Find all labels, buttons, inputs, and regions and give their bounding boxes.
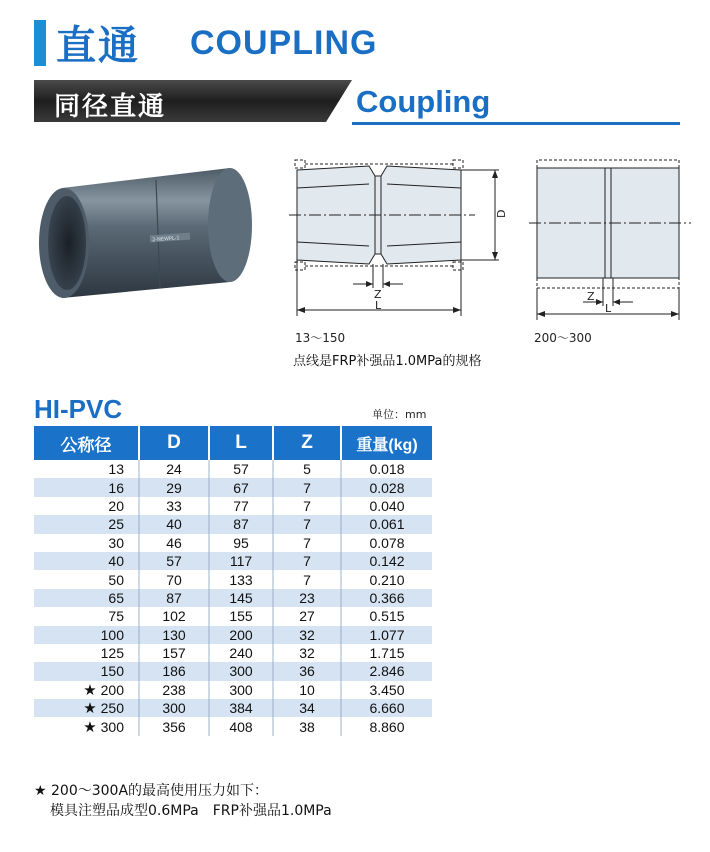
dim-z-label: Z — [374, 288, 382, 301]
title-accent-bar — [34, 20, 46, 66]
footnote-pressure: ★ 200～300A的最高使用压力如下： — [34, 783, 269, 799]
cell-l: 240 — [209, 644, 273, 662]
cell-size — [34, 570, 139, 588]
cell-weight: 6.660 — [341, 699, 432, 717]
size-value: 125 — [100, 645, 124, 662]
cell-weight: 0.028 — [341, 478, 432, 496]
cell-z: 27 — [273, 607, 341, 625]
subtitle-underline — [352, 122, 680, 125]
table-row — [34, 699, 432, 717]
col-z: Z — [273, 426, 341, 460]
cell-z: 38 — [273, 717, 341, 735]
coupling-photo — [34, 160, 264, 300]
cell-z: 32 — [273, 626, 341, 644]
size-value: 250 — [100, 700, 124, 717]
cell-l: 117 — [209, 552, 273, 570]
star-icon: ★ — [83, 681, 97, 699]
cell-l: 300 — [209, 662, 273, 680]
size-value: 30 — [108, 534, 124, 551]
table-row — [34, 662, 432, 680]
cell-d: 356 — [139, 717, 209, 735]
cell-weight: 0.142 — [341, 552, 432, 570]
cell-weight: 2.846 — [341, 662, 432, 680]
cell-z: 7 — [273, 515, 341, 533]
cell-weight: 3.450 — [341, 681, 432, 699]
table-row — [34, 589, 432, 607]
cell-d: 238 — [139, 681, 209, 699]
size-value: 25 — [108, 516, 124, 533]
table-row — [34, 460, 432, 478]
cell-size — [34, 534, 139, 552]
cell-weight: 8.860 — [341, 717, 432, 735]
unit-label: 单位：mm — [372, 408, 427, 421]
cell-z: 7 — [273, 534, 341, 552]
table-row — [34, 681, 432, 699]
cell-d: 186 — [139, 662, 209, 680]
cell-weight: 0.210 — [341, 570, 432, 588]
dim-l-label-large: L — [605, 302, 612, 315]
col-size: 公称径 — [34, 426, 139, 460]
brand-label: HI-PVC — [34, 394, 123, 424]
cell-d: 102 — [139, 607, 209, 625]
cell-weight: 0.078 — [341, 534, 432, 552]
cell-size — [34, 717, 139, 735]
spec-table — [34, 426, 432, 736]
cell-l: 67 — [209, 478, 273, 496]
cell-d: 87 — [139, 589, 209, 607]
size-value: 13 — [108, 461, 124, 478]
table-row — [34, 607, 432, 625]
table-header-row — [34, 426, 432, 460]
cell-z: 7 — [273, 570, 341, 588]
cell-size — [34, 644, 139, 662]
svg-text:2-NEWPL-1: 2-NEWPL-1 — [151, 235, 180, 244]
cell-d: 33 — [139, 497, 209, 515]
cell-size — [34, 607, 139, 625]
cell-z: 32 — [273, 644, 341, 662]
cell-size — [34, 552, 139, 570]
col-weight: 重量(kg) — [341, 426, 432, 460]
frp-note: 点线是FRP补强品1.0MPa的规格 — [293, 354, 482, 369]
cell-size — [34, 515, 139, 533]
cell-z: 36 — [273, 662, 341, 680]
drawing-200-300 — [525, 148, 695, 323]
cell-l: 155 — [209, 607, 273, 625]
cell-l: 384 — [209, 699, 273, 717]
page-title-en: COUPLING — [190, 24, 378, 62]
col-d: D — [139, 426, 209, 460]
cell-weight: 0.040 — [341, 497, 432, 515]
table-row — [34, 626, 432, 644]
cell-size — [34, 460, 139, 478]
size-value: 65 — [108, 589, 124, 606]
cell-l: 87 — [209, 515, 273, 533]
cell-d: 29 — [139, 478, 209, 496]
footnote-pressure-values: 模具注塑品成型0.6MPa FRP补强品1.0MPa — [50, 803, 332, 819]
size-value: 50 — [108, 571, 124, 588]
cell-z: 7 — [273, 497, 341, 515]
cell-l: 133 — [209, 570, 273, 588]
cell-z: 7 — [273, 552, 341, 570]
cell-z: 7 — [273, 478, 341, 496]
cell-size — [34, 699, 139, 717]
size-value: 300 — [100, 718, 124, 735]
cell-size — [34, 681, 139, 699]
cell-size — [34, 497, 139, 515]
cell-d: 46 — [139, 534, 209, 552]
table-row — [34, 717, 432, 735]
cell-z: 34 — [273, 699, 341, 717]
page-title-cn: 直通 — [56, 23, 140, 69]
size-value: 150 — [100, 663, 124, 680]
table-row — [34, 570, 432, 588]
cell-z: 5 — [273, 460, 341, 478]
col-l: L — [209, 426, 273, 460]
table-row — [34, 478, 432, 496]
cell-size — [34, 589, 139, 607]
table-row — [34, 497, 432, 515]
cell-l: 408 — [209, 717, 273, 735]
caption-13-150: 13～150 — [295, 331, 346, 345]
subtitle-en: Coupling — [356, 84, 491, 119]
cell-d: 157 — [139, 644, 209, 662]
dim-d-label: D — [495, 209, 508, 218]
cell-weight: 0.515 — [341, 607, 432, 625]
cell-d: 57 — [139, 552, 209, 570]
cell-weight: 0.018 — [341, 460, 432, 478]
caption-200-300: 200～300 — [534, 331, 592, 345]
cell-d: 130 — [139, 626, 209, 644]
size-value: 75 — [108, 608, 124, 625]
cell-l: 77 — [209, 497, 273, 515]
cell-weight: 1.077 — [341, 626, 432, 644]
cell-l: 57 — [209, 460, 273, 478]
cell-z: 23 — [273, 589, 341, 607]
cell-weight: 1.715 — [341, 644, 432, 662]
cell-z: 10 — [273, 681, 341, 699]
star-icon: ★ — [83, 718, 97, 736]
cell-weight: 0.366 — [341, 589, 432, 607]
star-icon: ★ — [83, 700, 97, 718]
size-value: 16 — [108, 479, 124, 496]
cell-l: 200 — [209, 626, 273, 644]
cell-size — [34, 626, 139, 644]
table-row — [34, 515, 432, 533]
cell-d: 70 — [139, 570, 209, 588]
drawing-13-150 — [285, 148, 515, 323]
size-value: 20 — [108, 497, 124, 514]
cell-weight: 0.061 — [341, 515, 432, 533]
size-value: 200 — [100, 681, 124, 698]
cell-l: 95 — [209, 534, 273, 552]
dim-z-label-large: Z — [587, 290, 595, 303]
table-row — [34, 552, 432, 570]
cell-d: 40 — [139, 515, 209, 533]
cell-size — [34, 478, 139, 496]
dim-l-label: L — [375, 299, 382, 312]
cell-l: 300 — [209, 681, 273, 699]
cell-l: 145 — [209, 589, 273, 607]
table-row — [34, 644, 432, 662]
size-value: 40 — [108, 553, 124, 570]
size-value: 100 — [100, 626, 124, 643]
cell-size — [34, 662, 139, 680]
table-row — [34, 534, 432, 552]
cell-d: 24 — [139, 460, 209, 478]
cell-d: 300 — [139, 699, 209, 717]
subtitle-cn: 同径直通 — [54, 92, 167, 122]
